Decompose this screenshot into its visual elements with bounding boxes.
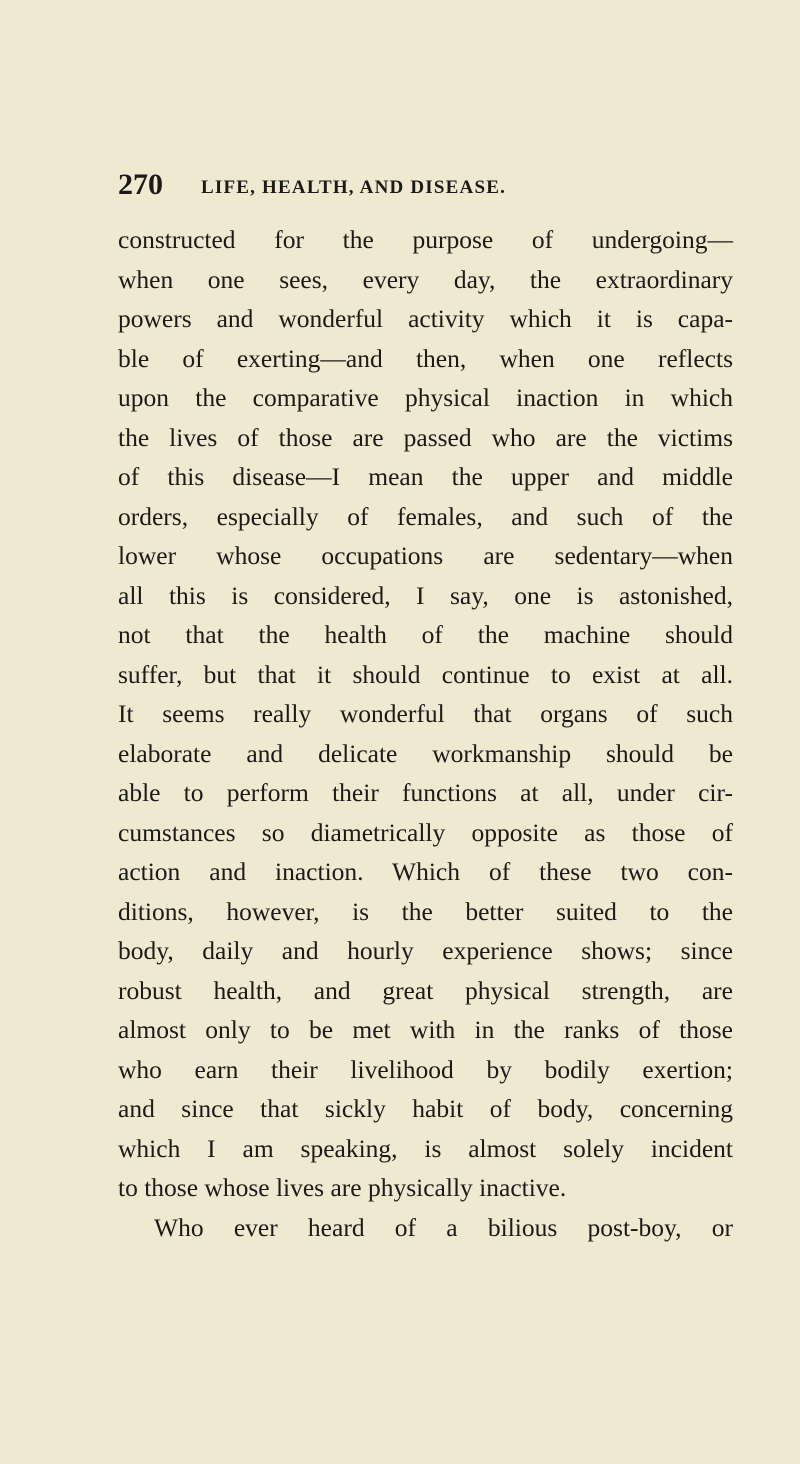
- text-line: constructed for the purpose of undergoing—: [118, 225, 733, 254]
- text-line: who earn their livelihood by bodily exertion;: [118, 1054, 733, 1084]
- text-line: all this is considered, I say, one is astonished,: [118, 580, 733, 610]
- text-line: to those whose lives are physically inactive.: [118, 1173, 567, 1202]
- text-line: not that the health of the machine should: [118, 620, 733, 649]
- text-line: upon the comparative physical inaction in which: [118, 383, 733, 412]
- text-line: the lives of those are passed who are the victims: [118, 422, 733, 452]
- text-line: which I am speaking, is almost solely incident: [118, 1133, 733, 1163]
- text-line: ble of exerting—and then, when one reflects: [118, 343, 733, 373]
- text-line: lower whose occupations are sedentary—when: [118, 541, 733, 570]
- text-line: powers and wonderful activity which it is capa-: [118, 304, 733, 333]
- text-line: ditions, however, is the better suited to the: [118, 896, 733, 926]
- text-line: of this disease—I mean the upper and middle: [118, 462, 733, 491]
- text-line: able to perform their functions at all, under cir-: [118, 778, 733, 807]
- text-line: robust health, and great physical strength, are: [118, 975, 733, 1005]
- text-line: elaborate and delicate workmanship should be: [118, 738, 733, 768]
- page-header: [118, 168, 678, 208]
- text-line: orders, especially of females, and such of the: [118, 501, 733, 531]
- text-line: action and inaction. Which of these two con-: [118, 857, 733, 886]
- text-line: almost only to be met with in the ranks of those: [118, 1015, 733, 1044]
- body-text: [118, 220, 733, 1247]
- text-line: when one sees, every day, the extraordinary: [118, 264, 733, 294]
- page-number: 270: [118, 168, 163, 201]
- text-line: Who ever heard of a bilious post-boy, or: [154, 1212, 733, 1242]
- text-line: body, daily and hourly experience shows; since: [118, 936, 733, 965]
- text-line: cumstances so diametrically opposite as those of: [118, 817, 733, 847]
- text-line: suffer, but that it should continue to exist at all.: [118, 659, 733, 689]
- running-head: LIFE, HEALTH, AND DISEASE.: [201, 177, 507, 198]
- text-line: It seems really wonderful that organs of such: [118, 699, 733, 728]
- text-line: and since that sickly habit of body, concerning: [118, 1094, 733, 1123]
